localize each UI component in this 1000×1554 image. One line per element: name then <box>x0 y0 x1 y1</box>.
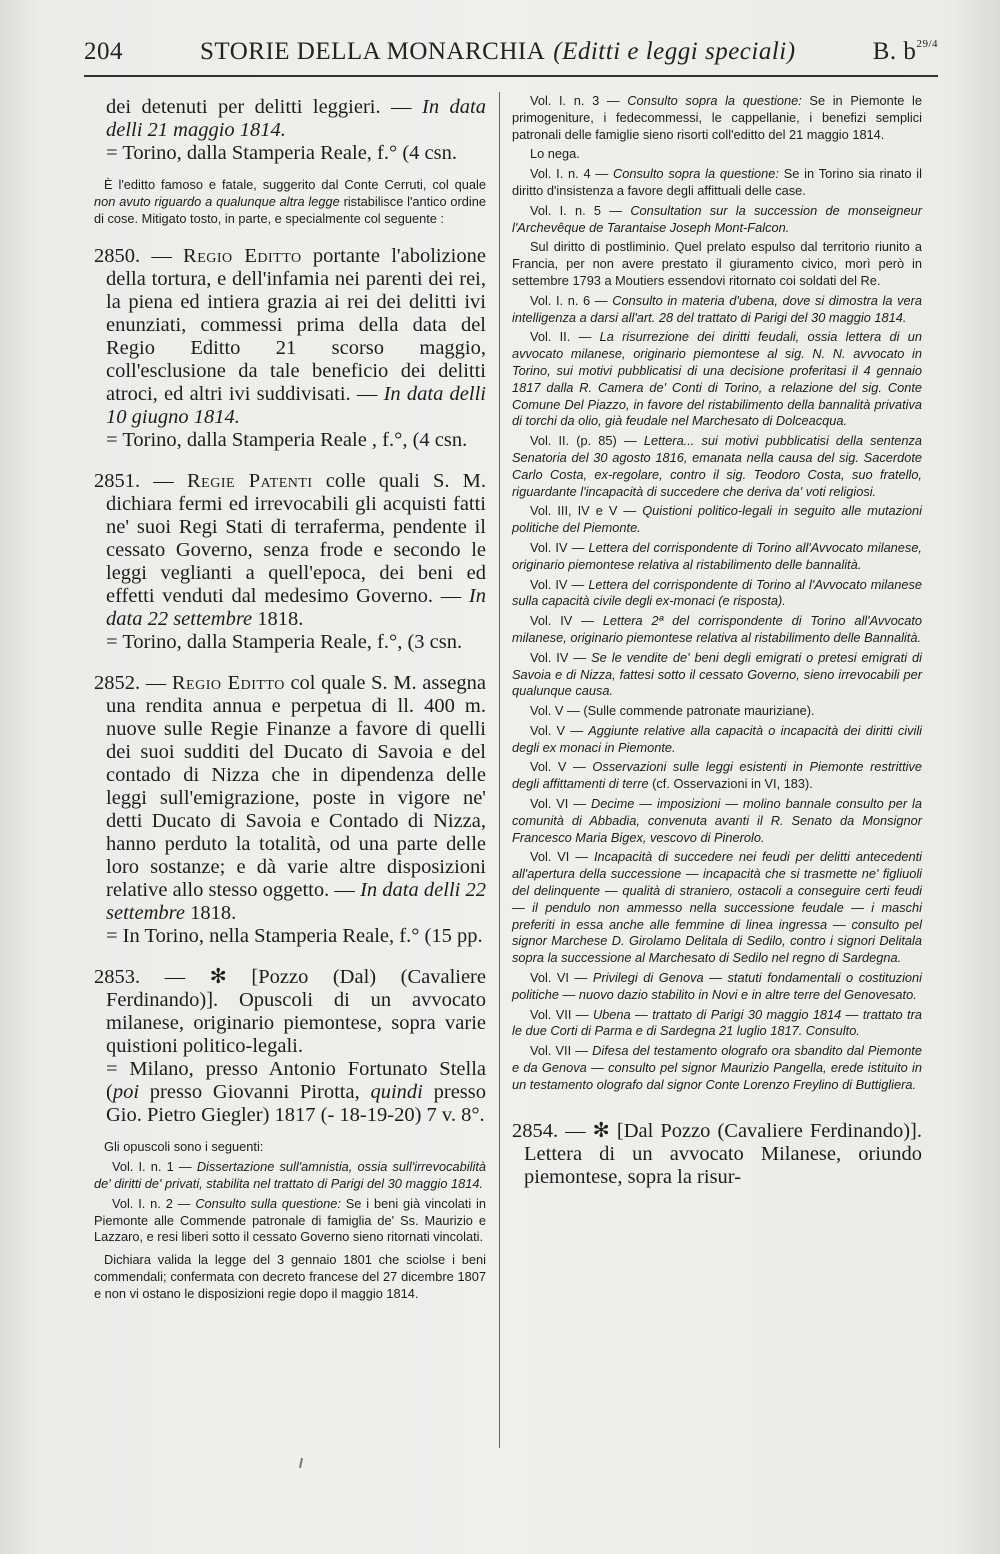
entry-2852-date: In data delli 22 settembre <box>106 879 486 925</box>
opuscolo-plain: Sul diritto di postliminio. Quel prelato espulso dal territorio riunito a Francia, per non avere prestato il giuramento civico, morì però in settembre 1793 a Moutiers essendovi ritornato coi soldati del Re. <box>512 239 922 288</box>
opuscolo-desc: Difesa del testamento olografo ora sbandito dal Piemonte e da Genova — consulto pel signor Maurizio Pangella, erede istituito in un testamento olografo dal signor Conte Lorenzo Freylino di Buttigliera. <box>512 1043 922 1092</box>
opuscolo-item <box>512 703 922 720</box>
opuscolo-vol: Vol. I. n. 1 — <box>112 1159 197 1175</box>
entry-2851-year: 1818. <box>252 608 304 631</box>
opuscolo-item <box>512 203 922 237</box>
running-title <box>200 38 796 66</box>
opuscolo-item <box>512 146 922 163</box>
opuscolo-item <box>512 723 922 757</box>
running-title-sub: (Editti e leggi speciali) <box>553 38 796 65</box>
opuscolo-vol: Vol. VII — <box>530 1043 593 1059</box>
continuation-body: dei detenuti per delitti leggieri. — <box>106 96 423 118</box>
continuation-imprint: = Torino, dalla Stamperia Reale, f.° (4 csn. <box>106 142 457 164</box>
opuscolo-desc: Se le vendite de' beni degli emigrati o pretesi emigrati di Savoia e di Nizza, fattesi sotto il cessato Governo, sieno irrevocabili per qualunque causa. <box>512 649 922 699</box>
opuscolo-vol: Vol. I. n. 3 — <box>530 93 628 108</box>
entry-2850-number: 2850. — <box>94 245 184 268</box>
entry-2853-number: 2853. — ✻ <box>94 966 252 989</box>
entry-2851-imprint: = Torino, dalla Stamperia Reale, f.°, (3 csn. <box>106 631 463 654</box>
editto-note-part2: ristabilisce l'antico ordine di cose. Mitigato tosto, in parte, e specialmente col seguente : <box>94 193 486 226</box>
editto-note-part1: È l'editto famoso e fatale, suggerito dal Conte Cerruti, col quale <box>104 177 486 192</box>
entry-2850-text: portante l'abolizione della tortura, e dell'infamia nei parenti dei rei, la piena ed intiera grazia ai rei dei delitti ivi enunziati, commessi prima della data del Regio Editto 21 scorso maggio, coll'esclusione da tale beneficio dei delitti atroci, ed altri ivi suddivisati. — <box>106 245 486 406</box>
opuscolo-item <box>512 329 922 430</box>
editto-note-italic: non avuto riguardo a qualunque altra legge <box>94 193 340 209</box>
entry-2851-number: 2851. — <box>94 470 187 493</box>
entry-2852-imprint: = In Torino, nella Stamperia Reale, f.° (15 pp. <box>106 925 483 948</box>
page-header <box>84 38 938 72</box>
entry-2852-year: 1818. <box>184 902 237 925</box>
opuscolo-vol: Vol. VI — <box>530 849 594 865</box>
opuscoli-heading: Gli opuscoli sono i seguenti: <box>104 1139 264 1155</box>
opuscolo-item <box>512 970 922 1004</box>
entry-2850 <box>94 245 486 429</box>
opuscolo-desc: Consulto sopra la questione: <box>613 166 779 182</box>
opuscolo-item <box>512 239 922 289</box>
entry-2854 <box>512 1120 922 1189</box>
stray-mark <box>299 1458 303 1468</box>
opuscolo-desc: Aggiunte relative alla capacità o incapacità dei diritti civili degli ex monaci in Piemonte. <box>512 722 922 755</box>
opuscolo-vol: Vol. V — <box>530 759 593 775</box>
opuscolo-desc: Incapacità di succedere nei feudi per delitti antecedenti all'apertura della successione — incapacità che si trasmette ne' figliuoli del delinquente — qualità di straniero, ostacoli a conseguire certi feudi — il pendulo non ammesso nella successione feudale — i maschi preferiti in essa anche alle femmine di linea ingressa — consulto pel signor Marchese D. Girolamo Delitala di Sedilo, contro i signori Delitala sopra la successione al Marchesato di Sedilo nel regno di Sardegna. <box>512 849 922 966</box>
opuscolo-plain: Se in Piemonte le primogeniture, i fedecommessi, le cappellanie, i benefizi semplici patronali delle famiglie sieno risorti coll'editto del 21 maggio 1814. <box>512 93 922 142</box>
closing-note: Dichiara valida la legge del 3 gennaio 1801 che sciolse i beni commendali; confermata con decreto francese del 27 dicembre 1807 e non vi ostano le disposizioni regie dopo il maggio 1814. <box>94 1252 486 1301</box>
opuscolo-plain: (Sulle commende patronate mauriziane). <box>583 703 815 719</box>
opuscolo-vol: Vol. IV — <box>530 576 589 592</box>
opuscolo-desc: Lettera del corrispondente di Torino al l'Avvocato milanese sulla capacità civile degli ex-monaci (e risposta). <box>512 576 922 609</box>
opuscolo-vol: Vol. I. n. 4 — <box>530 166 614 182</box>
entry-2854-number: 2854. — ✻ <box>512 1119 617 1142</box>
opuscolo-item <box>512 796 922 846</box>
entry-2852-type: Regio Editto <box>171 672 285 695</box>
opuscolo-desc: Consulto sulla questione: <box>195 1195 341 1211</box>
opuscolo-item <box>512 433 922 500</box>
entry-2850-type: Regio Editto <box>183 245 302 268</box>
opuscoli-list-left <box>94 1159 486 1246</box>
entry-2850-date: In data delli 10 giugno 1814. <box>106 383 486 429</box>
entry-2853-text: [Pozzo (Dal) (Cavaliere Ferdinando)]. Opuscoli di un avvocato milanese, originario piemontese, sopra varie quistioni politico-legali. <box>106 966 486 1058</box>
opuscolo-desc: Consultation sur la succession de monseigneur l'Archevêque de Tarantaise Joseph Mont-Falcon. <box>512 202 922 235</box>
opuscolo-vol: Vol. IV — <box>530 649 592 665</box>
running-title-main: STORIE DELLA MONARCHIA <box>200 38 546 65</box>
opuscolo-vol: Vol. I. n. 5 — <box>530 202 631 218</box>
opuscolo-plain: Se in Torino sia rinato il diritto d'insistenza a favore degli affittuali delle case. <box>512 166 922 198</box>
entry-2852 <box>94 672 486 925</box>
opuscolo-desc: Decime — imposizioni — molino bannale consulto per la comunità di Abbadia, convenuta avanti il R. Senato da Monsignor Francesco Maria Bigex, vescovo di Pinerolo. <box>512 796 922 845</box>
opuscolo-desc: Osservazioni sulle leggi esistenti in Piemonte restrittive degli affittamenti di terre <box>512 759 922 792</box>
entry-2851-date: In data 22 settembre <box>106 585 486 631</box>
continuation-text <box>94 96 486 142</box>
opuscolo-plain: Se i beni già vincolati in Piemonte alle Commende patronale di famiglia de' Ss. Maurizio e Lazzaro, e resi liberi sotto il cessato Governo sieno ritornati vincolati. <box>94 1195 486 1245</box>
opuscolo-vol: Vol. I. n. 2 — <box>112 1195 196 1211</box>
page-number: 204 <box>84 38 123 65</box>
opuscolo-desc: Privilegi di Genova — statuti fondamentali o costituzioni politiche — nuovo dazio stabilito in Novi e in altre terre del Genovesato. <box>512 970 922 1002</box>
opuscolo-item <box>512 166 922 200</box>
entry-2853-imprint-quindi: quindi <box>370 1081 423 1104</box>
opuscolo-desc: Ubena — trattato di Parigi 30 maggio 1814 — trattato tra le due Corti di Parma e di Sardegna 21 luglio 1817. Consulto. <box>512 1006 922 1039</box>
opuscolo-vol: Vol. I. n. 6 — <box>530 292 613 308</box>
header-rule <box>84 75 938 77</box>
opuscolo-vol: Vol. VI — <box>530 796 591 812</box>
right-column <box>512 90 922 1189</box>
opuscoli-list-right <box>512 93 922 1094</box>
opuscolo-item <box>512 1043 922 1093</box>
opuscolo-desc: Lettera del corrispondente di Torino all'Avvocato milanese, originario piemontese relativa al ristabilimento delle bannalità. <box>512 539 922 572</box>
opuscolo-desc: Dissertazione sull'amnistia, ossia sull'irrevocabilità de' diritti de' privati, stabilita nel trattato di Parigi del 30 maggio 1814. <box>94 1159 486 1191</box>
opuscolo-item <box>512 540 922 574</box>
opuscolo-item <box>512 849 922 967</box>
signature-text: B. b <box>872 38 917 65</box>
opuscolo-item <box>94 1196 486 1246</box>
opuscolo-item <box>94 1159 486 1193</box>
opuscolo-item <box>512 577 922 611</box>
opuscolo-item <box>512 503 922 537</box>
entry-2853-imprint-a: = Milano, presso Antonio Fortunato Stella ( <box>106 1058 486 1104</box>
entry-2853-imprint-b: presso Giovanni Pirotta, <box>139 1081 371 1104</box>
opuscolo-desc: Consulto in materia d'ubena, dove si dimostra la vera intelligenza a darsi all'art. 28 del trattato di Parigi del 30 maggio 1814. <box>512 292 922 325</box>
entry-2854-text: [Dal Pozzo (Cavaliere Ferdinando)]. Lettera di un avvocato Milanese, oriundo piemontese, sopra la risur- <box>524 1119 922 1188</box>
column-divider <box>499 92 500 1448</box>
opuscolo-vol: Vol. IV — <box>530 613 603 629</box>
opuscolo-item <box>512 1007 922 1041</box>
opuscolo-plain: (cf. Osservazioni in VI, 183). <box>648 776 813 792</box>
opuscolo-vol: Vol. II. (p. 85) — <box>530 433 644 449</box>
entry-2851-type: Regie Patenti <box>186 470 313 493</box>
opuscolo-item <box>512 613 922 647</box>
entry-2850-imprint: = Torino, dalla Stamperia Reale , f.°, (4 csn. <box>106 429 468 452</box>
opuscolo-vol: Vol. VII — <box>530 1006 593 1022</box>
opuscolo-item <box>512 650 922 700</box>
continuation-date: In data delli 21 maggio 1814. <box>106 96 486 141</box>
opuscolo-plain: Lo nega. <box>530 146 580 162</box>
entry-2853-imprint-poi: poi <box>112 1081 140 1104</box>
opuscolo-vol: Vol. IV — <box>530 539 589 555</box>
entry-2851 <box>94 470 486 631</box>
entry-2853 <box>94 966 486 1058</box>
opuscolo-vol: Vol. III, IV e V — <box>530 503 643 519</box>
opuscolo-item <box>512 293 922 327</box>
opuscolo-desc: Quistioni politico-legali in seguito alle mutazioni politiche del Piemonte. <box>512 503 922 536</box>
entry-2853-imprint-c: presso Gio. Pietro Giegler) 1817 (- 18-19-20) 7 v. 8°. <box>106 1081 486 1127</box>
opuscolo-desc: La risurrezione dei diritti feudali, ossia lettera di un avvocato milanese, originario piemontese al sig. N. N. avvocato in Torino, sui motivi pubblicatisi di una decisione proferitasi il 4 gennaio 1817 dalla R. Camera de' Conti di Torino, a relazione del sig. Conte Comune Del Piazzo, in favore del ristabilimento della bannalità privativa di torchi da olio, già feudale nel Marchesato di Dolceacqua. <box>512 329 922 429</box>
entry-2852-text: col quale S. M. assegna una rendita annua e perpetua di ll. 400 m. nuove sulle Regie Finanze a favore di quelli dei suoi sudditi del Ducato di Savoia e del contado di Nizza che in dipendenza delle leggi sull'emigrazione, poste in vigore ne' detti Ducato di Savoia e Contado di Nizza, hanno perduto la totalità, od una parte delle loro sostanze; e dà varie altre disposizioni relative allo stesso oggetto. — <box>106 672 486 902</box>
entry-2851-text: colle quali S. M. dichiara fermi ed irrevocabili gli acquisti fatti ne' suoi Regi Stati di terraferma, pendente il cessato Governo, senza frode e secondo le leggi veglianti a quell'epoca, dei beni ed effetti venduti dal medesimo Governo. — <box>106 470 487 608</box>
opuscolo-desc: Consulto sopra la questione: <box>627 93 802 108</box>
opuscolo-vol: Vol. V — <box>530 703 584 719</box>
signature-sup: 29/4 <box>916 38 938 50</box>
opuscolo-desc: Lettera 2ª del corrispondente di Torino all'Avvocato milanese, originario piemontese relativa al ristabilimento delle Bannalità. <box>512 613 922 645</box>
opuscolo-item <box>512 759 922 793</box>
entry-2852-number: 2852. — <box>94 672 172 695</box>
entry-2853-imprint <box>94 1058 486 1127</box>
signature-mark <box>873 38 938 66</box>
left-column <box>94 90 486 1303</box>
opuscolo-vol: Vol. II. — <box>530 329 600 345</box>
opuscolo-desc: Lettera... sui motivi pubblicatisi della sentenza Senatoria del 30 agosto 1816, emanata nella causa del sig. Sacerdote Carlo Costa, ex-regolare, contro il sig. Teodoro Costa, suo fratello, riguardante l'incapacità di succedere che deriva da' voti religiosi. <box>512 433 923 499</box>
opuscolo-vol: Vol. VI — <box>530 970 593 986</box>
editto-note <box>94 177 486 227</box>
opuscolo-item <box>512 93 922 143</box>
opuscolo-vol: Vol. V — <box>530 722 589 738</box>
